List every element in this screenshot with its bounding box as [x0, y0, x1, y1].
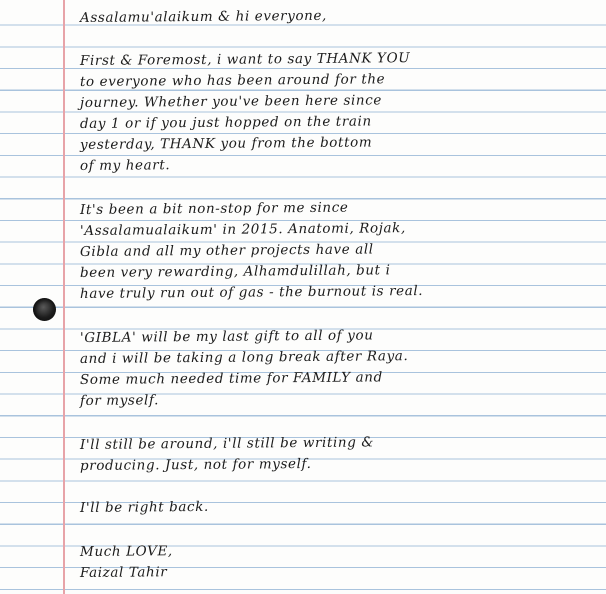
letter-line: to everyone who has been around for the: [79, 71, 386, 90]
letter-line: I'll be right back.: [79, 498, 209, 516]
letter-line: 'Assalamualaikum' in 2015. Anatomi, Rojak,: [79, 220, 406, 239]
binder-hole: [33, 298, 56, 321]
letter-line: producing. Just, not for myself.: [79, 455, 312, 474]
letter-line: Gibla and all my other projects have all: [79, 241, 374, 260]
letter-line: First & Foremost, i want to say THANK YOU: [79, 50, 411, 69]
letter-line: yesterday, THANK you from the bottom: [79, 134, 373, 153]
letter-closing: Much LOVE,: [79, 543, 173, 560]
letter-line: Some much needed time for FAMILY and: [79, 369, 383, 388]
letter-line: 'GIBLA' will be my last gift to all of you: [79, 327, 374, 346]
letter-line: and i will be taking a long break after Raya.: [79, 348, 409, 367]
letter-greeting: Assalamu'alaikum & hi everyone,: [79, 7, 327, 26]
letter-line: have truly run out of gas - the burnout is real.: [79, 283, 424, 302]
letter-line: of my heart.: [79, 157, 171, 174]
letter-line: It's been a bit non-stop for me since: [79, 199, 349, 218]
letter-line: day 1 or if you just hopped on the train: [79, 113, 372, 132]
letter-line: journey. Whether you've been here since: [79, 92, 383, 111]
margin-line: [63, 0, 65, 594]
letter-signature: Faizal Tahir: [79, 564, 168, 581]
letter-line: for myself.: [79, 392, 160, 409]
letter-line: I'll still be around, i'll still be writing &: [79, 434, 374, 453]
letter-line: been very rewarding, Alhamdulillah, but i: [79, 262, 391, 281]
